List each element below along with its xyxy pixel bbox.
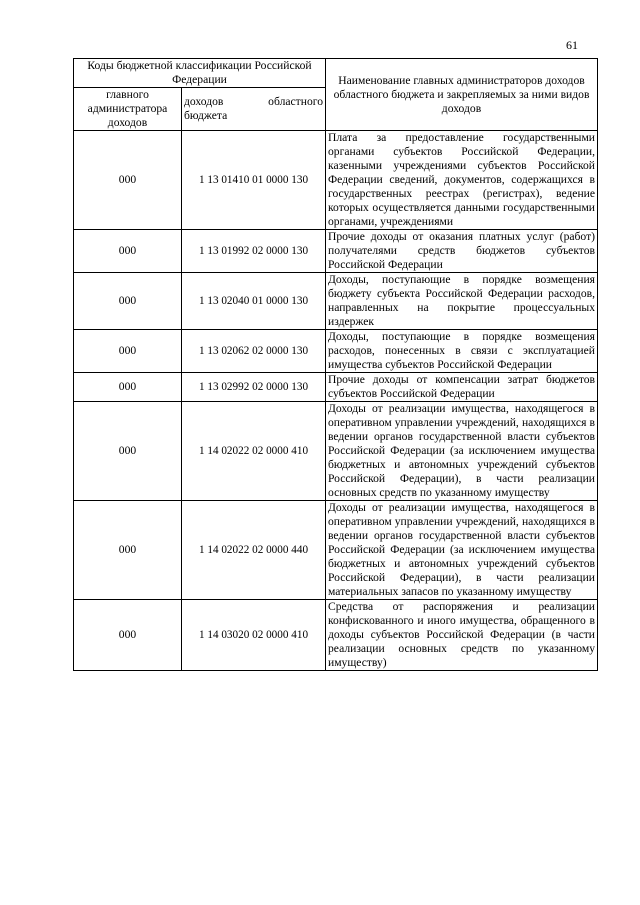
income-code-cell: 1 13 02062 02 0000 130 bbox=[182, 330, 326, 373]
budget-codes-header: Коды бюджетной классификации Российской Федерации bbox=[74, 59, 326, 88]
table-header-row bbox=[74, 59, 598, 88]
table-body bbox=[74, 131, 598, 671]
page-number: 61 bbox=[566, 38, 578, 52]
income-code-cell: 1 13 01410 01 0000 130 bbox=[182, 131, 326, 230]
income-name-cell: Доходы, поступающие в порядке возмещения расходов, понесенных в связи с эксплуатацией имущества субъектов Российской Федерации bbox=[326, 330, 598, 373]
income-code-cell: 1 14 02022 02 0000 440 bbox=[182, 501, 326, 600]
income-name-cell: Плата за предоставление государственными органами субъектов Российской Федерации, казенными учреждениями субъектов Российской Федерации сведений, документов, содержащихся в государственных реестрах (регистрах), ведение которых осуществляется данными государственными органами, учреждениями bbox=[326, 131, 598, 230]
table-row bbox=[74, 373, 598, 402]
table-row bbox=[74, 230, 598, 273]
admin-code-cell: 000 bbox=[74, 600, 182, 671]
admin-code-cell: 000 bbox=[74, 230, 182, 273]
income-code-cell: 1 14 03020 02 0000 410 bbox=[182, 600, 326, 671]
income-code-cell: 1 14 02022 02 0000 410 bbox=[182, 402, 326, 501]
table-row bbox=[74, 402, 598, 501]
table-row bbox=[74, 330, 598, 373]
income-code-header: доходов областного бюджета bbox=[182, 88, 326, 131]
table-row bbox=[74, 600, 598, 671]
admin-code-cell: 000 bbox=[74, 330, 182, 373]
administrators-name-header: Наименование главных администраторов доходов областного бюджета и закрепляемых за ними видов доходов bbox=[326, 59, 598, 131]
budget-classification-table bbox=[73, 58, 598, 671]
income-code-cell: 1 13 01992 02 0000 130 bbox=[182, 230, 326, 273]
income-code-cell: 1 13 02992 02 0000 130 bbox=[182, 373, 326, 402]
income-name-cell: Прочие доходы от оказания платных услуг (работ) получателями средств бюджетов субъектов Российской Федерации bbox=[326, 230, 598, 273]
admin-code-cell: 000 bbox=[74, 501, 182, 600]
table-row bbox=[74, 501, 598, 600]
income-name-cell: Доходы от реализации имущества, находящегося в оперативном управлении учреждений, находящихся в ведении органов государственной власти субъектов Российской Федерации (за исключением имущества бюджетных и автономных учреждений субъектов Российской Федерации), в части реализации материальных запасов по указанному имуществу bbox=[326, 501, 598, 600]
admin-code-cell: 000 bbox=[74, 402, 182, 501]
admin-code-cell: 000 bbox=[74, 131, 182, 230]
income-name-cell: Доходы от реализации имущества, находящегося в оперативном управлении учреждений, находящихся в ведении органов государственной власти субъектов Российской Федерации (за исключением имущества бюджетных и автономных учреждений субъектов Российской Федерации), в части реализации основных средств по указанному имуществу bbox=[326, 402, 598, 501]
income-code-cell: 1 13 02040 01 0000 130 bbox=[182, 273, 326, 330]
admin-code-header: главного администратора доходов bbox=[74, 88, 182, 131]
income-name-cell: Средства от распоряжения и реализации конфискованного и иного имущества, обращенного в доходы субъектов Российской Федерации (в части реализации основных средств по указанному имуществу) bbox=[326, 600, 598, 671]
income-name-cell: Доходы, поступающие в порядке возмещения бюджету субъекта Российской Федерации расходов, направленных на покрытие процессуальных издержек bbox=[326, 273, 598, 330]
income-name-cell: Прочие доходы от компенсации затрат бюджетов субъектов Российской Федерации bbox=[326, 373, 598, 402]
table-row bbox=[74, 131, 598, 230]
admin-code-cell: 000 bbox=[74, 273, 182, 330]
table-row bbox=[74, 273, 598, 330]
admin-code-cell: 000 bbox=[74, 373, 182, 402]
